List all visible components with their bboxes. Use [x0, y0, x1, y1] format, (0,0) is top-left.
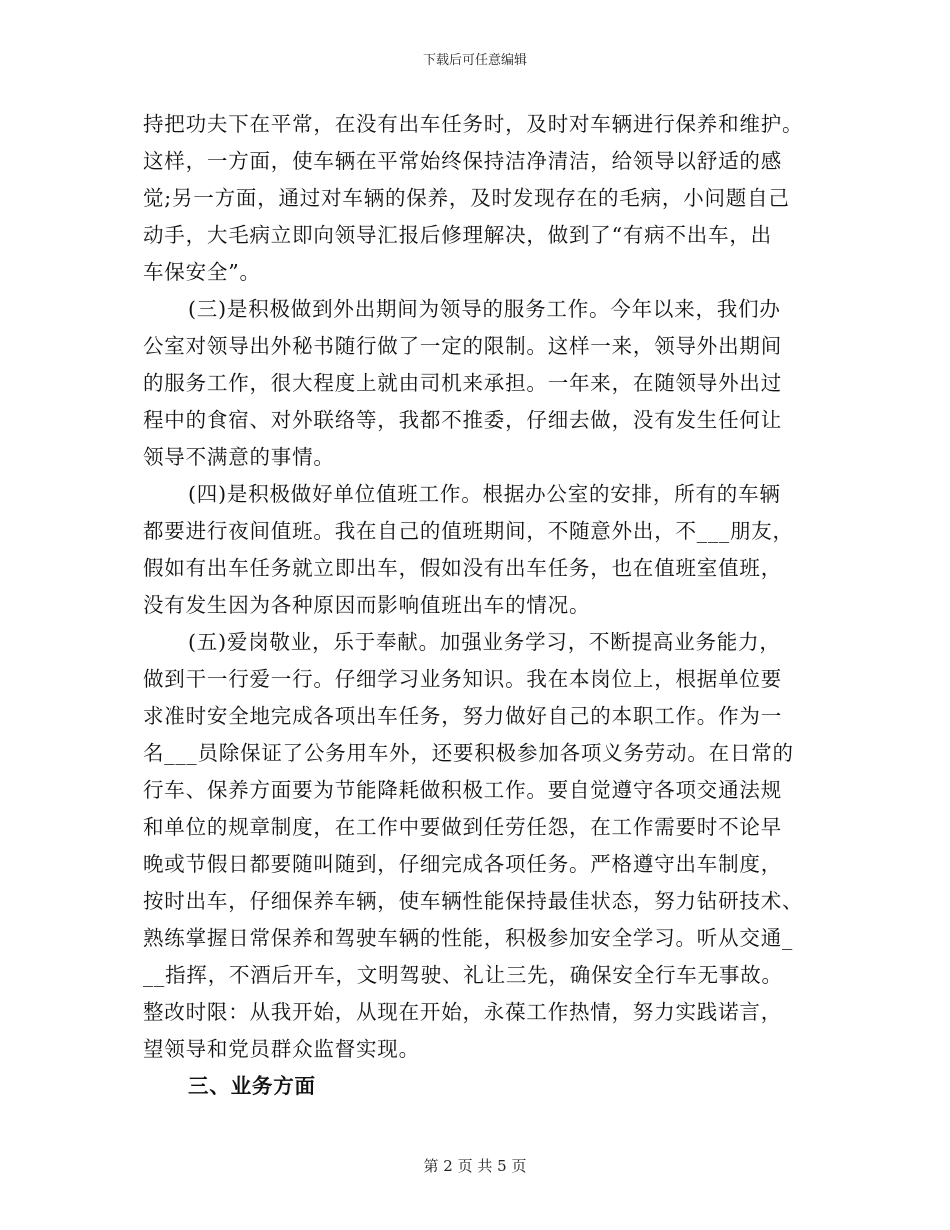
- text-line: 持把功夫下在平常，在没有出车任务时，及时对车辆进行保养和维护。: [143, 112, 804, 136]
- text-line: 整改时限：从我开始，从现在开始，永葆工作热情，努力实践诺言，: [143, 1000, 782, 1024]
- text-line: __指挥，不酒后开车，文明驾驶、礼让三先，确保安全行车无事故。: [143, 963, 783, 987]
- text-line: 觉;另一方面，通过对车辆的保养，及时发现存在的毛病，小问题自己: [143, 186, 790, 210]
- text-line: 望领导和党员群众监督实现。: [143, 1037, 420, 1061]
- text-line: 程中的食宿、对外联络等，我都不推委，仔细去做，没有发生任何让: [143, 408, 782, 432]
- text-line: 的服务工作，很大程度上就由司机来承担。一年来，在随领导外出过: [143, 371, 782, 395]
- text-line: 领导不满意的事情。: [143, 445, 335, 469]
- text-line: 车保安全”。: [143, 260, 261, 284]
- page-footer: 第 2 页 共 5 页: [423, 1157, 527, 1175]
- text-line: 这样，一方面，使车辆在平常始终保持洁净清洁，给领导以舒适的感: [143, 149, 782, 173]
- text-line: 动手，大毛病立即向领导汇报后修理解决，做到了“有病不出车，出: [143, 223, 772, 247]
- text-line: 求准时安全地完成各项出车任务，努力做好自己的本职工作。作为一: [143, 704, 782, 728]
- text-line: 熟练掌握日常保养和驾驶车辆的性能，积极参加安全学习。听从交通_: [143, 926, 794, 950]
- text-line: 名___员除保证了公务用车外，还要积极参加各项义务劳动。在日常的: [143, 741, 794, 765]
- page-header: 下载后可任意编辑: [422, 53, 527, 68]
- section-heading: 三、业务方面: [188, 1074, 316, 1098]
- text-line: 行车、保养方面要为节能降耗做积极工作。要自觉遵守各项交通法规: [143, 778, 782, 802]
- text-line: 做到干一行爱一行。仔细学习业务知识。我在本岗位上，根据单位要: [143, 667, 782, 691]
- text-line: 和单位的规章制度，在工作中要做到任劳任怨，在工作需要时不论早: [143, 815, 782, 839]
- text-line: 按时出车，仔细保养车辆，使车辆性能保持最佳状态，努力钻研技术、: [143, 889, 804, 913]
- text-line: 公室对领导出外秘书随行做了一定的限制。这样一来，领导外出期间: [143, 334, 782, 358]
- paragraph-start-line: (四)是积极做好单位值班工作。根据办公室的安排，所有的车辆: [188, 482, 781, 506]
- text-line: 没有发生因为各种原因而影响值班出车的情况。: [143, 593, 591, 617]
- paragraph-start-line: (五)爱岗敬业，乐于奉献。加强业务学习，不断提高业务能力，: [188, 630, 781, 654]
- text-line: 假如有出车任务就立即出车，假如没有出车任务，也在值班室值班，: [143, 556, 782, 580]
- paragraph-start-line: (三)是积极做到外出期间为领导的服务工作。今年以来，我们办: [188, 297, 781, 321]
- text-line: 晚或节假日都要随叫随到，仔细完成各项任务。严格遵守出车制度，: [143, 852, 782, 876]
- document-body: [143, 106, 823, 1105]
- text-line: 都要进行夜间值班。我在自己的值班期间，不随意外出，不___朋友，: [143, 519, 794, 543]
